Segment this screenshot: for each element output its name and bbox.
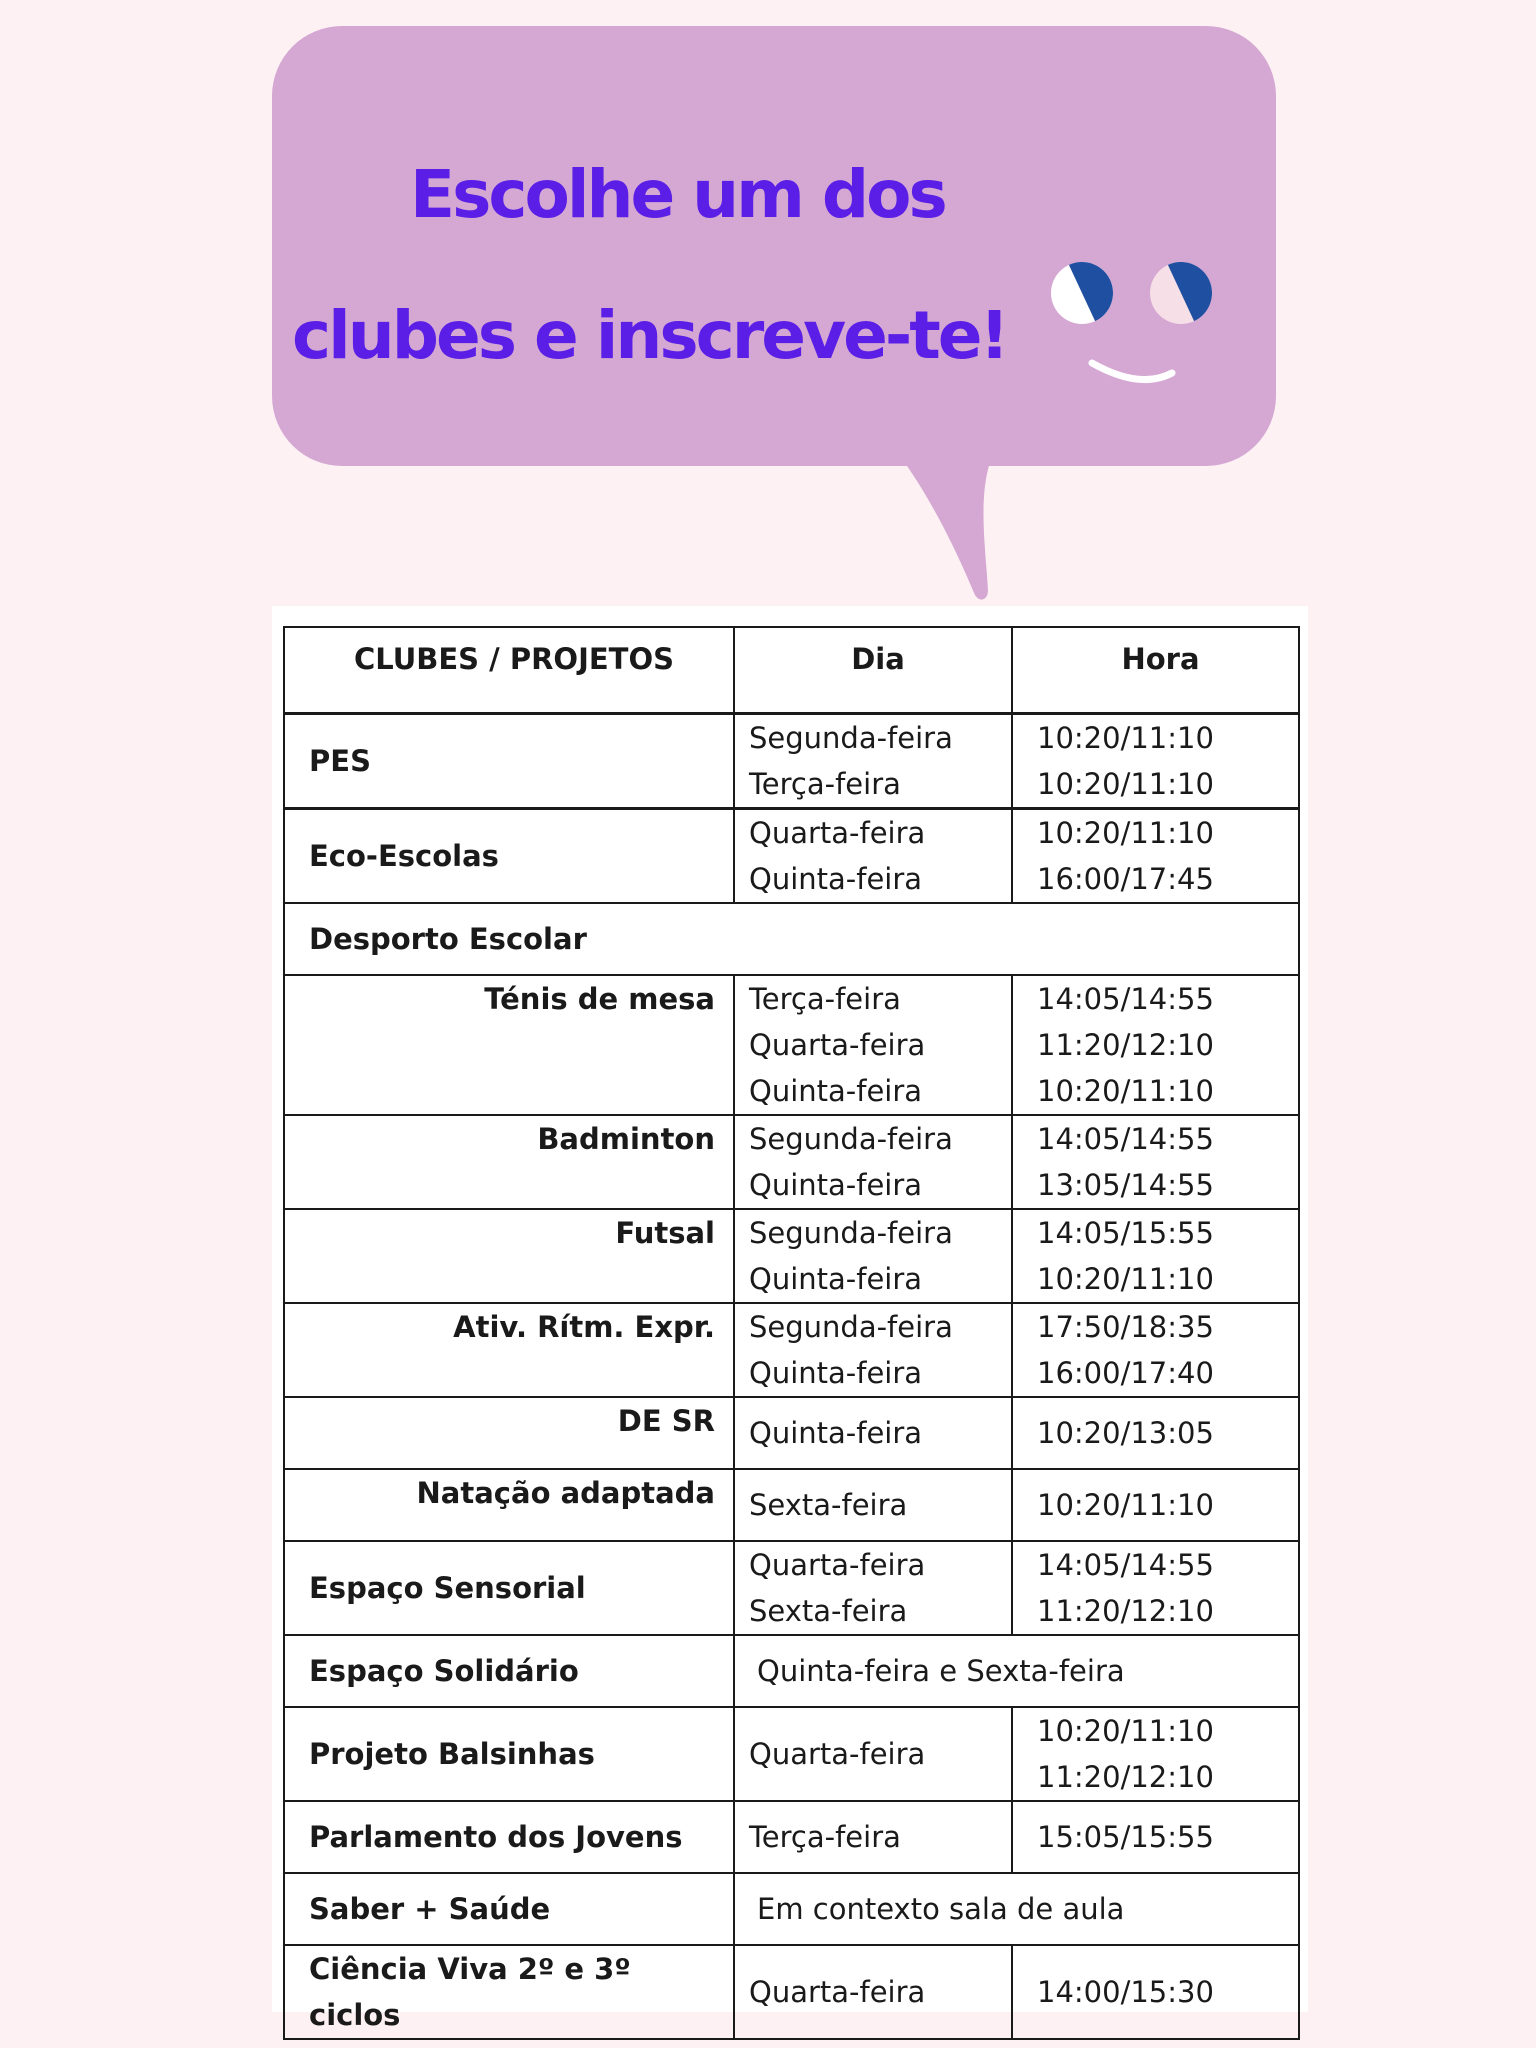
club-days: Quarta-feira — [734, 1945, 1012, 2039]
sport-name: Ativ. Rítm. Expr. — [284, 1303, 734, 1397]
club-schedule-note: Quinta-feira e Sexta-feira — [734, 1635, 1299, 1707]
club-days: Segunda-feira Terça-feira — [734, 714, 1012, 809]
club-schedule-note: Em contexto sala de aula — [734, 1873, 1299, 1945]
club-name: Eco-Escolas — [284, 809, 734, 904]
speech-bubble — [272, 26, 1276, 466]
table-row — [284, 903, 1299, 975]
club-hours: 10:20/13:05 — [1012, 1397, 1299, 1469]
club-hours: 14:05/14:55 13:05/14:55 — [1012, 1115, 1299, 1209]
club-hours: 10:20/11:10 16:00/17:45 — [1012, 809, 1299, 904]
table-row — [284, 809, 1299, 904]
club-name: Ciência Viva 2º e 3º ciclos — [284, 1945, 734, 2039]
club-hours: 17:50/18:35 16:00/17:40 — [1012, 1303, 1299, 1397]
table-row — [284, 1945, 1299, 2039]
club-name: Parlamento dos Jovens — [284, 1801, 734, 1873]
sport-name: DE SR — [284, 1397, 734, 1469]
club-days: Quarta-feira — [734, 1707, 1012, 1801]
table-header-row — [284, 627, 1299, 714]
table-row — [284, 1801, 1299, 1873]
club-days: Segunda-feira Quinta-feira — [734, 1303, 1012, 1397]
header-clubs: CLUBES / PROJETOS — [284, 627, 734, 714]
club-hours: 10:20/11:10 11:20/12:10 — [1012, 1707, 1299, 1801]
clubs-schedule-table — [283, 626, 1300, 2040]
table-row — [284, 1707, 1299, 1801]
table-row — [284, 1635, 1299, 1707]
headline-line-1: Escolhe um dos — [410, 156, 945, 233]
smiley-face-icon — [1040, 255, 1220, 395]
table-row — [284, 1469, 1299, 1541]
table-row — [284, 1303, 1299, 1397]
table-row — [284, 1209, 1299, 1303]
club-days: Sexta-feira — [734, 1469, 1012, 1541]
club-days: Segunda-feira Quinta-feira — [734, 1209, 1012, 1303]
club-days: Terça-feira Quarta-feira Quinta-feira — [734, 975, 1012, 1115]
club-hours: 15:05/15:55 — [1012, 1801, 1299, 1873]
table-row — [284, 975, 1299, 1115]
header-day: Dia — [734, 627, 1012, 714]
club-hours: 14:05/15:55 10:20/11:10 — [1012, 1209, 1299, 1303]
sport-name: Ténis de mesa — [284, 975, 734, 1115]
club-days: Quarta-feira Sexta-feira — [734, 1541, 1012, 1635]
club-hours: 14:00/15:30 — [1012, 1945, 1299, 2039]
club-hours: 14:05/14:55 11:20/12:10 — [1012, 1541, 1299, 1635]
club-name: Projeto Balsinhas — [284, 1707, 734, 1801]
club-hours: 10:20/11:10 — [1012, 1469, 1299, 1541]
club-hours: 10:20/11:10 10:20/11:10 — [1012, 714, 1299, 809]
club-name: PES — [284, 714, 734, 809]
sport-name: Futsal — [284, 1209, 734, 1303]
header-hour: Hora — [1012, 627, 1299, 714]
club-days: Quinta-feira — [734, 1397, 1012, 1469]
club-hours: 14:05/14:55 11:20/12:10 10:20/11:10 — [1012, 975, 1299, 1115]
sport-name: Natação adaptada — [284, 1469, 734, 1541]
club-days: Segunda-feira Quinta-feira — [734, 1115, 1012, 1209]
club-name: Saber + Saúde — [284, 1873, 734, 1945]
club-days: Terça-feira — [734, 1801, 1012, 1873]
table-row — [284, 1873, 1299, 1945]
club-name: Espaço Sensorial — [284, 1541, 734, 1635]
club-name: Espaço Solidário — [284, 1635, 734, 1707]
table-row — [284, 1541, 1299, 1635]
table-row — [284, 1115, 1299, 1209]
club-days: Quarta-feira Quinta-feira — [734, 809, 1012, 904]
table-row — [284, 714, 1299, 809]
headline-line-2: clubes e inscreve-te! — [292, 297, 1007, 374]
sport-name: Badminton — [284, 1115, 734, 1209]
table-row — [284, 1397, 1299, 1469]
section-title: Desporto Escolar — [284, 903, 1299, 975]
